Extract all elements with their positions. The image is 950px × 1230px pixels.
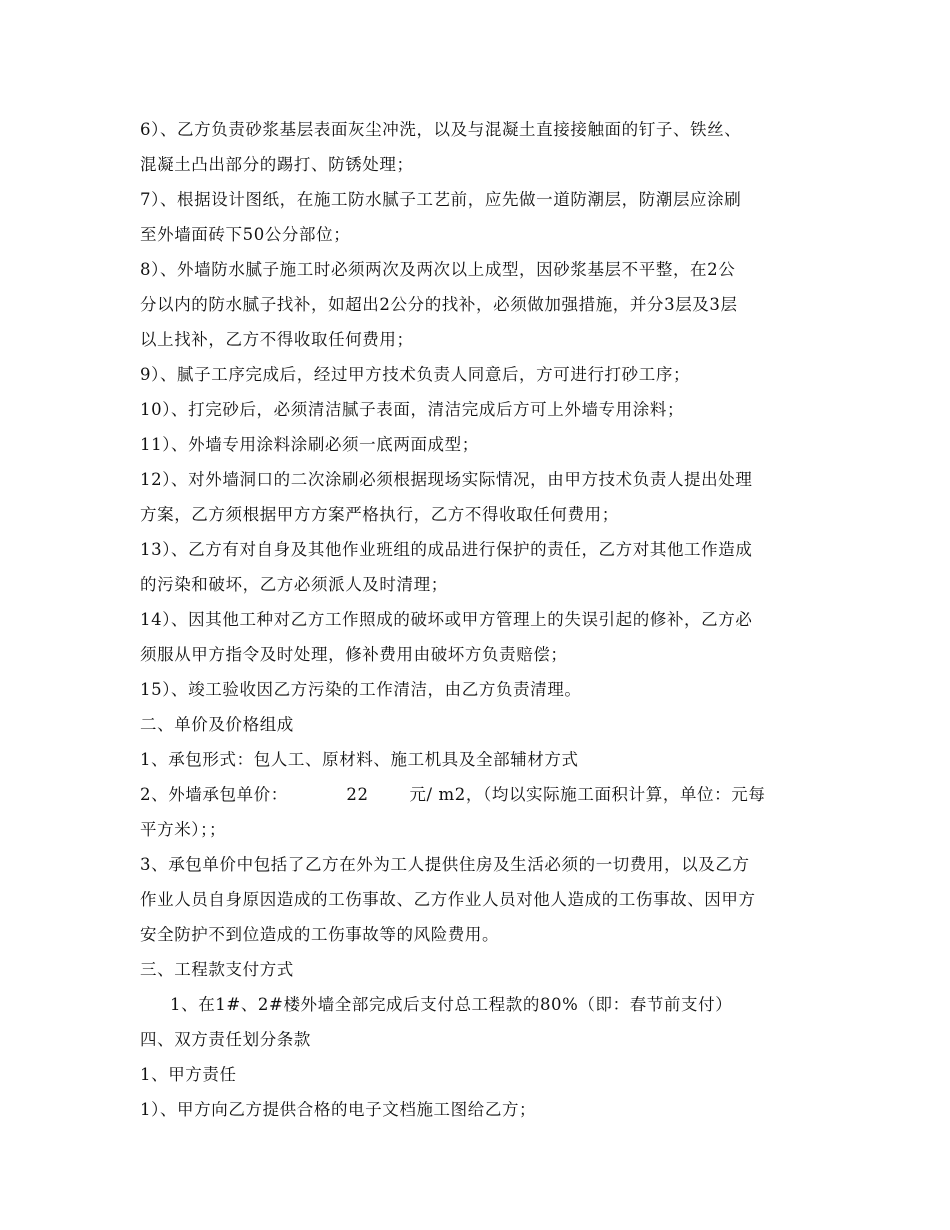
paragraph-line: 9）、腻子工序完成后，经过甲方技术负责人同意后，方可进行打砂工序； — [140, 365, 691, 384]
paragraph-line: 12）、对外墙洞口的二次涂刷必须根据现场实际情况，由甲方技术负责人提出处理 — [140, 470, 753, 489]
paragraph-line: 至外墙面砖下50公分部位； — [140, 225, 351, 244]
paragraph-line: 3、承包单价中包括了乙方在外为工人提供住房及生活必须的一切费用，以及乙方 — [140, 855, 750, 874]
paragraph-line: 的污染和破坏，乙方必须派人及时清理； — [140, 575, 448, 594]
paragraph-line: 平方米）；； — [140, 820, 227, 839]
section-heading: 四、双方责任划分条款 — [140, 1030, 311, 1049]
paragraph-line: 2、外墙承包单价： 22 元/ m2，（均以实际施工面积计算，单位：元每 — [140, 785, 766, 804]
paragraph-line: 作业人员自身原因造成的工伤事故、乙方作业人员对他人造成的工伤事故、因甲方 — [140, 890, 756, 909]
paragraph-line: 1、在1#、2#楼外墙全部完成后支付总工程款的80%（即：春节前支付） — [170, 995, 733, 1014]
paragraph-line: 方案，乙方须根据甲方方案严格执行，乙方不得收取任何费用； — [140, 505, 619, 524]
paragraph-line: 8）、外墙防水腻子施工时必须两次及两次以上成型，因砂浆基层不平整，在2公 — [140, 260, 736, 279]
paragraph-line: 10）、打完砂后，必须清洁腻子表面，清洁完成后方可上外墙专用涂料； — [140, 400, 685, 419]
paragraph-line: 11）、外墙专用涂料涂刷必须一底两面成型； — [140, 435, 479, 454]
paragraph-line: 安全防护不到位造成的工伤事故等的风险费用。 — [140, 925, 500, 944]
paragraph-line: 混凝土凸出部分的踢打、防锈处理； — [140, 155, 414, 174]
paragraph-line: 15）、竣工验收因乙方污染的工作清洁，由乙方负责清理。 — [140, 680, 582, 699]
subsection-heading: 1、甲方责任 — [140, 1065, 237, 1084]
section-heading: 二、单价及价格组成 — [140, 715, 294, 734]
paragraph-line: 14）、因其他工种对乙方工作照成的破坏或甲方管理上的失误引起的修补，乙方必 — [140, 610, 753, 629]
paragraph-line: 6）、乙方负责砂浆基层表面灰尘冲洗，以及与混凝土直接接触面的钉子、铁丝、 — [140, 120, 742, 139]
paragraph-line: 7）、根据设计图纸，在施工防水腻子工艺前，应先做一道防潮层，防潮层应涂刷 — [140, 190, 742, 209]
paragraph-line: 1）、甲方向乙方提供合格的电子文档施工图给乙方； — [140, 1100, 537, 1119]
section-heading: 三、工程款支付方式 — [140, 960, 294, 979]
paragraph-line: 以上找补，乙方不得收取任何费用； — [140, 330, 414, 349]
paragraph-line: 须服从甲方指令及时处理，修补费用由破坏方负责赔偿； — [140, 645, 568, 664]
paragraph-line: 1、承包形式：包人工、原材料、施工机具及全部辅材方式 — [140, 750, 579, 769]
paragraph-line: 分以内的防水腻子找补，如超出2公分的找补，必须做加强措施，并分3层及3层 — [140, 295, 738, 314]
paragraph-line: 13）、乙方有对自身及其他作业班组的成品进行保护的责任，乙方对其他工作造成 — [140, 540, 753, 559]
